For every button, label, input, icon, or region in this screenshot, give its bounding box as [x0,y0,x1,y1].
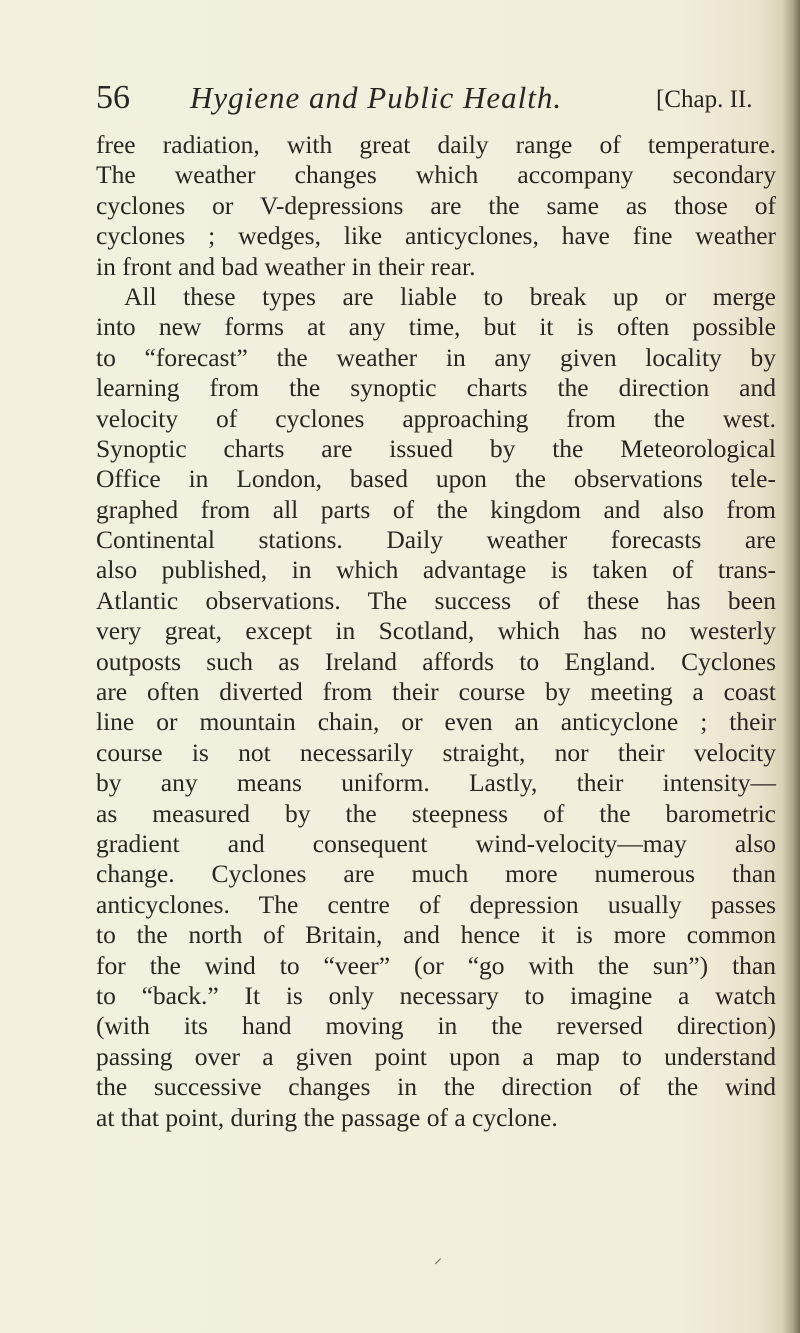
text-line: (with its hand moving in the reversed direction) [96,1011,776,1041]
text-line: free radiation, with great daily range of temperature. [96,130,776,159]
paragraph-start-line: All these types are liable to break up or merge [124,281,776,311]
text-line: learning from the synoptic charts the direction and [96,373,776,403]
text-line: Synoptic charts are issued by the Meteorological [96,433,776,463]
text-line: anticyclones. The centre of depression usually passes [96,889,776,919]
text-line: course is not necessarily straight, nor their velocity [96,737,776,767]
text-line: Continental stations. Daily weather forecasts are [96,525,776,555]
text-line: velocity of cyclones approaching from the west. [96,403,776,433]
text-line: The weather changes which accompany secondary [96,160,776,190]
text-line: gradient and consequent wind-velocity—may also [96,828,776,858]
text-line: also published, in which advantage is taken of trans- [96,555,776,585]
text-line: as measured by the steepness of the barometric [96,798,776,828]
body-text [96,130,776,1133]
text-line: Atlantic observations. The success of these has been [96,585,776,615]
text-line: to the north of Britain, and hence it is more common [96,920,776,950]
text-line: for the wind to “veer” (or “go with the sun”) than [96,950,776,980]
text-line: are often diverted from their course by meeting a coast [96,677,776,707]
text-line: graphed from all parts of the kingdom and also from [96,494,776,524]
text-line: very great, except in Scotland, which has no westerly [96,616,776,646]
page-number: 56 [96,79,130,116]
text-line: at that point, during the passage of a cyclone. [96,1102,558,1132]
stray-ink-mark: ⸝ [434,1250,443,1267]
text-line: to “forecast” the weather in any given locality by [96,342,776,372]
text-line: line or mountain chain, or even an anticyclone ; their [96,707,776,737]
text-line: by any means uniform. Lastly, their intensity— [96,768,776,798]
text-line: in front and bad weather in their rear. [96,251,476,281]
text-line: cyclones ; wedges, like anticyclones, have fine weather [96,221,776,251]
text-line: change. Cyclones are much more numerous than [96,859,776,889]
text-line: cyclones or V-depressions are the same as those of [96,190,776,220]
page-edge-shadow [782,0,800,1333]
chapter-reference: [Chap. II. [656,86,753,113]
text-line: outposts such as Ireland affords to England. Cyclones [96,646,776,676]
text-line: passing over a given point upon a map to understand [96,1041,776,1071]
text-line: to “back.” It is only necessary to imagine a watch [96,980,776,1010]
text-line: the successive changes in the direction of the wind [96,1072,776,1102]
text-line: into new forms at any time, but it is often possible [96,312,776,342]
running-header [96,78,776,118]
running-title: Hygiene and Public Health. [190,80,563,115]
text-line: Office in London, based upon the observations tele- [96,464,776,494]
